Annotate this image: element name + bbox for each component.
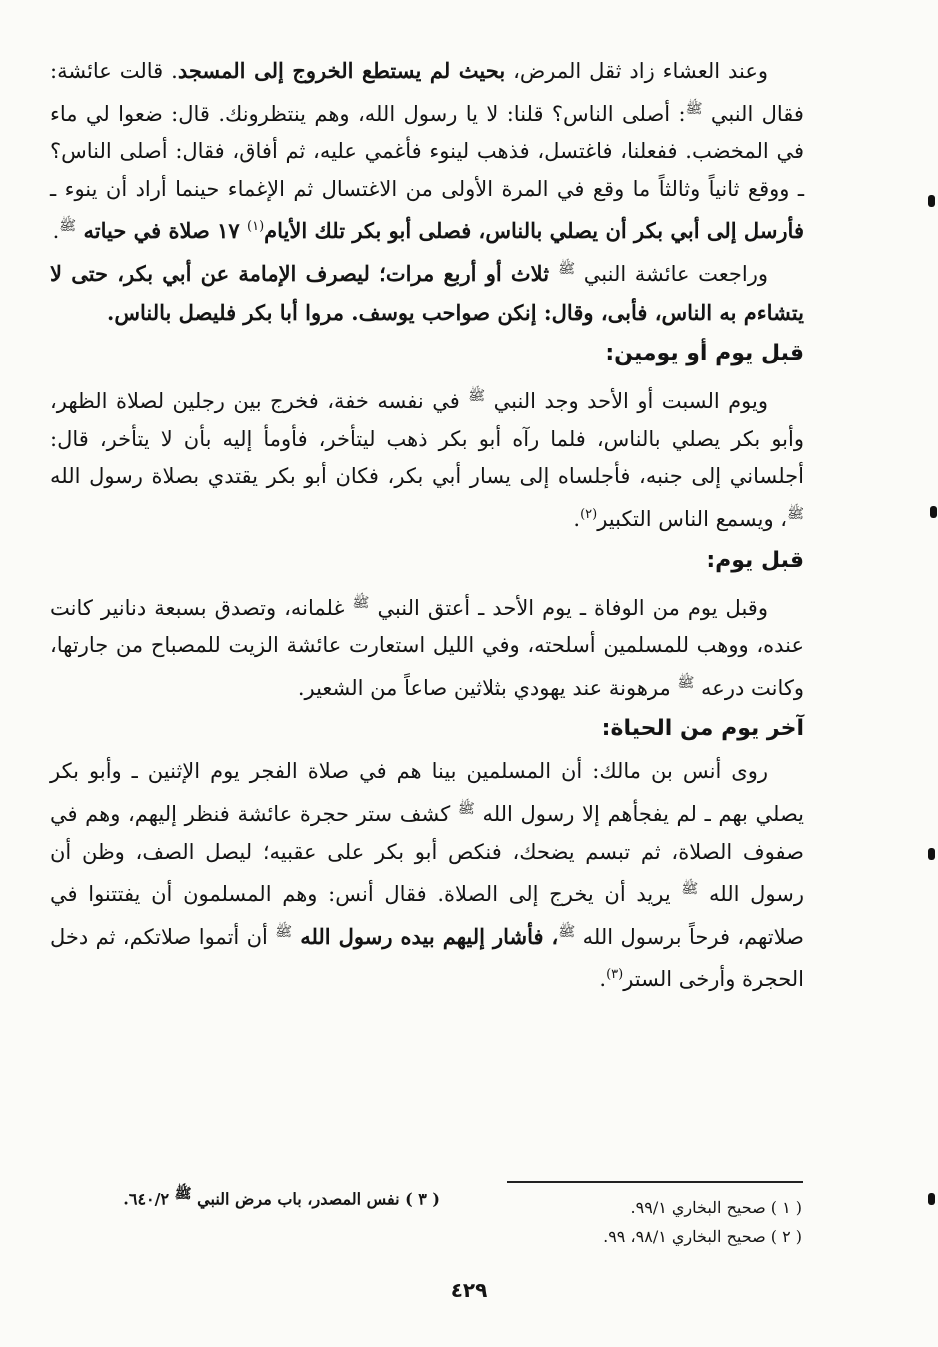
footnote-2: ( ٢ ) صحيح البخاري ٩٨/١، ٩٩.: [603, 1227, 802, 1246]
paragraph-evening: [50, 52, 804, 251]
text-run: وعند العشاء زاد ثقل المرض،: [505, 59, 769, 83]
text-run-bold: فأرسل إلى أبي بكر أن يصلي بالناس، فصلى أبو بكر تلك الأيام: [264, 218, 804, 244]
salawat-glyph: ﷺ: [59, 218, 77, 235]
footnote-3: [40, 1180, 440, 1213]
text-run: كشف ستر حجرة عائشة فنظر إليهم، وهم في صفوف الصلاة، ثم تبسم يضحك، فنكص أبو بكر على عقبيه؛ ليصل الصف، وظن أن رسول الله: [50, 801, 805, 907]
page-body: [50, 52, 804, 999]
salawat-glyph: ﷺ: [685, 100, 703, 117]
footnote-1: ( ١ ) صحيح البخاري ٩٩/١.: [630, 1198, 802, 1217]
salawat-glyph: ﷺ: [352, 594, 370, 611]
scan-edge-mark: [928, 195, 935, 207]
footnotes-right: [512, 1193, 802, 1251]
footnote-ref-3: (٣): [606, 967, 624, 983]
paragraph-saturday: [50, 378, 804, 538]
paragraph-aisha-review: [50, 251, 804, 332]
salawat-glyph: ﷺ: [787, 505, 804, 522]
footnote-ref-2: (٢): [580, 506, 598, 522]
salawat-glyph: ﷺ: [681, 881, 699, 898]
salawat-glyph: ﷺ: [558, 260, 576, 277]
salawat-glyph: ﷺ: [468, 388, 486, 405]
footnote-divider: [507, 1181, 803, 1183]
text-run: في نفسه خفة، فخرج بين رجلين لصلاة الظهر، وأبو بكر يصلي بالناس، فلما رآه أبو بكر ذهب ليتأخر، فأومأ إليه بأن لا يتأخر، قال: أجلساني إلى جنبه، فأجلساه إلى يسار أبي بكر، فكان أبو بكر يقتدي بصلاة رسول الله: [50, 389, 804, 489]
section-heading-one-day: قبل يوم:: [706, 547, 804, 573]
text-run: وراجعت عائشة النبي: [575, 261, 768, 286]
salawat-glyph: ﷺ: [558, 923, 576, 940]
paragraph-day-before: [50, 585, 804, 708]
text-run: ويوم السبت أو الأحد وجد النبي: [485, 389, 768, 414]
scan-edge-mark: [930, 506, 937, 518]
text-run-bold: ١٧ صلاة في حياته: [76, 218, 248, 244]
salawat-glyph: ﷺ: [677, 674, 695, 691]
text-run: . قالت عائشة: فقال النبي: [50, 59, 804, 126]
page-number: ٤٢٩: [450, 1278, 488, 1302]
text-run: مرهونة عند يهودي بثلاثين صاعاً من الشعير.: [297, 675, 678, 700]
footnote-ref-1: (١): [247, 219, 265, 235]
text-run-bold: ثلاث أو أربع مرات؛ ليصرف الإمامة عن أبي بكر، حتى لا يتشاءم به الناس، فأبى، وقال: إنكن صواحب يوسف. مروا أبا بكر فليصل بالناس.: [50, 260, 804, 325]
text-run: : أصلى الناس؟ قلنا: لا يا رسول الله، وهم ينتظرونك. قال: ضعوا لي ماء في المخضب. ففعلنا، فاغتسل، فذهب لينوء فأغمي عليه، ثم أفاق، فقال: أصلى الناس؟ ـ ووقع ثانياً وثالثاً ما وقع في المرة الأولى من الاغتسال ثم الإغماء حينما أراد أن ينوء ـ: [50, 101, 804, 201]
text-run: .: [52, 219, 60, 244]
salawat-glyph: ﷺ: [174, 1186, 192, 1202]
text-run: .: [599, 967, 607, 992]
text-run: يريد أن يخرج إلى الصلاة. فقال أنس: وهم المسلمون أن يفتتنوا في صلاتهم، فرحاً برسول الله: [50, 882, 804, 949]
text-run: ( ٣ ) نفس المصدر، باب مرض النبي: [191, 1189, 440, 1209]
section-heading-last-day: آخر يوم من الحياة:: [601, 716, 804, 742]
text-run: وقبل يوم من الوفاة ـ يوم الأحد ـ أعتق النبي: [369, 595, 768, 620]
text-run-bold: بحيث لم يستطع الخروج إلى المسجد: [177, 58, 506, 83]
paragraph-last-day: [50, 753, 804, 999]
text-run: .: [573, 506, 581, 531]
scan-edge-mark: [928, 848, 935, 860]
text-run: ٦٤٠/٢.: [123, 1189, 175, 1209]
scan-edge-mark: [928, 1193, 935, 1205]
section-heading-day-or-two: قبل يوم أو يومين:: [605, 341, 804, 367]
salawat-glyph: ﷺ: [275, 923, 293, 940]
text-run: روى أنس بن مالك: أن المسلمين بينا هم في صلاة الفجر يوم الإثنين ـ وأبو بكر يصلي بهم ـ لم يفجأهم إلا رسول الله: [50, 759, 804, 826]
text-run: أن أتموا صلاتكم، ثم دخل الحجرة وأرخى الستر: [50, 924, 804, 992]
text-run: غلمانه، وتصدق بسبعة دنانير كانت عنده، ووهب للمسلمين أسلحته، وفي الليل استعارت عائشة الزيت للمصباح من جارتها، وكانت درعه: [50, 595, 804, 700]
text-run: ، ويسمع الناس التكبير: [597, 506, 788, 531]
text-run-bold: ، فأشار إليهم بيده رسول الله: [292, 923, 559, 949]
salawat-glyph: ﷺ: [457, 800, 475, 817]
